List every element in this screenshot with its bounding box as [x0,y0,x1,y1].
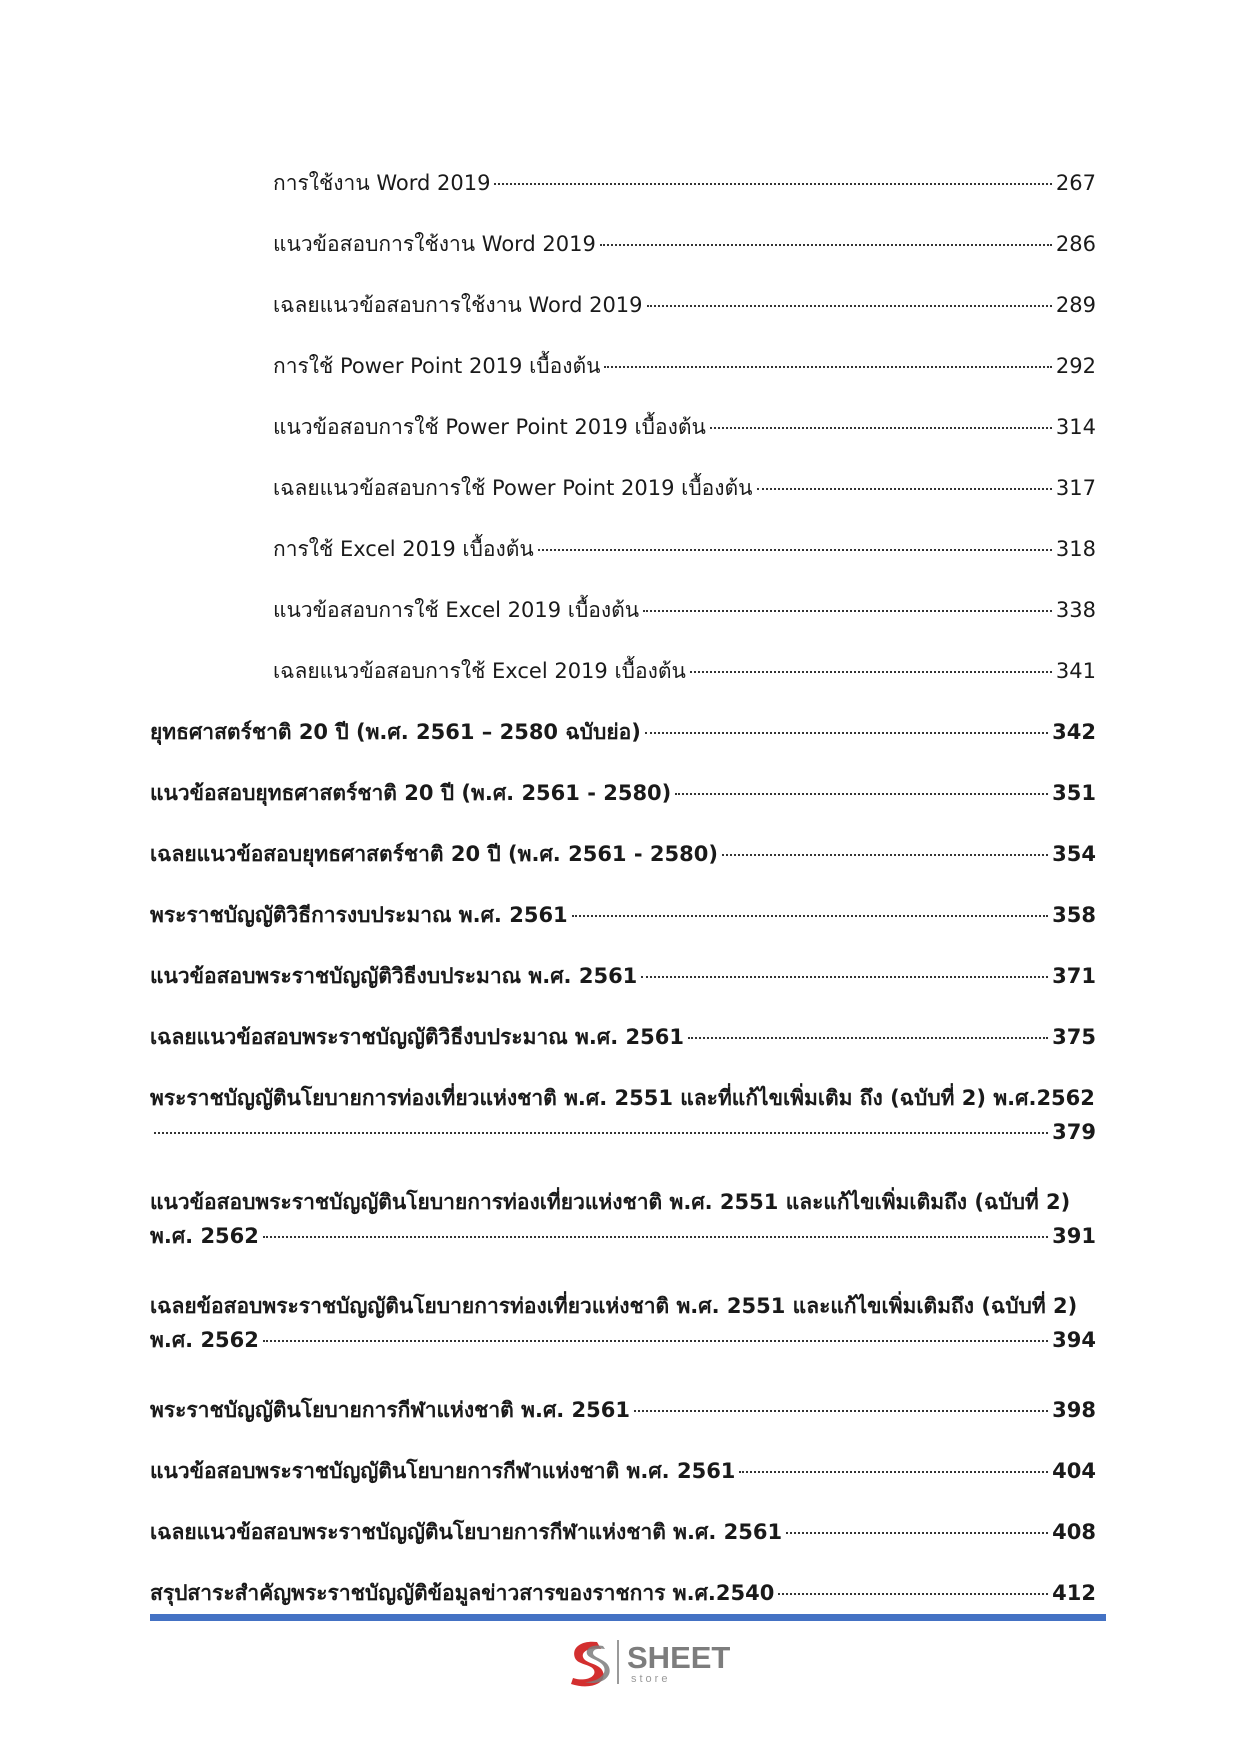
dot-leader [572,915,1048,917]
toc-entry-title: การใช้งาน Word 2019 [273,171,491,195]
toc-entry[interactable] [150,211,1096,272]
dot-leader [494,183,1051,185]
toc-entry[interactable] [150,272,1096,333]
sheet-store-logo-icon [563,1634,743,1690]
toc-entry-title-cont: พ.ศ. 2562 [150,1224,259,1248]
toc-entry[interactable] [150,943,1096,1004]
toc-entry[interactable] [150,1004,1096,1065]
toc-entry-page: 408 [1052,1520,1096,1544]
toc-entry[interactable] [150,150,1096,211]
toc-entry-page: 398 [1052,1398,1096,1422]
toc-entry-title: แนวข้อสอบยุทธศาสตร์ชาติ 20 ปี (พ.ศ. 2561 - 2580) [150,781,672,805]
dot-leader [645,732,1048,734]
toc-entry-title: เฉลยแนวข้อสอบยุทธศาสตร์ชาติ 20 ปี (พ.ศ. 2561 - 2580) [150,842,718,866]
toc-entry[interactable] [150,638,1096,699]
toc-entry-page: 267 [1055,171,1096,195]
toc-entry[interactable] [150,760,1096,821]
dot-leader [600,244,1052,246]
dot-leader [757,488,1052,490]
toc-entry-page: 289 [1055,293,1096,317]
toc-entry-page: 314 [1055,415,1096,439]
toc-entry[interactable] [150,1377,1096,1438]
toc-entry[interactable] [150,882,1096,943]
toc-entry-title: ยุทธศาสตร์ชาติ 20 ปี (พ.ศ. 2561 – 2580 ฉบับย่อ) [150,720,641,744]
dot-leader [710,427,1052,429]
dot-leader [688,1037,1048,1039]
toc-entry-page: 318 [1055,537,1096,561]
toc-entry-title: แนวข้อสอบการใช้ Excel 2019 เบื้องต้น [273,598,640,622]
toc-entry-title-cont: พ.ศ. 2562 [150,1328,259,1352]
dot-leader [739,1471,1048,1473]
toc-entry-title: พระราชบัญญัตินโยบายการกีฬาแห่งชาติ พ.ศ. 2561 [150,1398,631,1422]
toc-entry-page: 317 [1055,476,1096,500]
toc-entry-title: สรุปสาระสำคัญพระราชบัญญัติข้อมูลข่าวสารของราชการ พ.ศ.2540 [150,1581,775,1605]
toc-entry-title: เฉลยแนวข้อสอบการใช้งาน Word 2019 [273,293,643,317]
toc-entry-title: เฉลยแนวข้อสอบการใช้ Excel 2019 เบื้องต้น [273,659,686,683]
toc-entry-title: การใช้ Power Point 2019 เบื้องต้น [273,354,601,378]
dot-leader [263,1340,1048,1342]
toc-entry[interactable] [150,516,1096,577]
toc-entry[interactable] [150,1438,1096,1499]
dot-leader [786,1532,1048,1534]
toc-entry-page: 354 [1052,842,1096,866]
toc-entry-page: 292 [1055,354,1096,378]
toc-entry[interactable] [150,394,1096,455]
toc-entry-page: 371 [1052,964,1096,988]
toc-entry-continuation [150,1317,1096,1377]
toc-entry-page: 342 [1052,720,1096,744]
toc-entry-title: แนวข้อสอบการใช้งาน Word 2019 [273,232,596,256]
toc-entry-title: เฉลยแนวข้อสอบการใช้ Power Point 2019 เบื้องต้น [273,476,753,500]
dot-leader [641,976,1048,978]
toc-entry[interactable] [150,1499,1096,1560]
toc-entry-title: แนวข้อสอบพระราชบัญญัตินโยบายการท่องเที่ยวแห่งชาติ พ.ศ. 2551 และแก้ไขเพิ่มเติมถึง (ฉบับที่ 2) [150,1190,1071,1214]
dot-leader [722,854,1048,856]
toc-entry-title: การใช้ Excel 2019 เบื้องต้น [273,537,534,561]
toc-entry-title: เฉลยแนวข้อสอบพระราชบัญญัตินโยบายการกีฬาแห่งชาติ พ.ศ. 2561 [150,1520,783,1544]
toc-entry-title: พระราชบัญญัติวิธีการงบประมาณ พ.ศ. 2561 [150,903,568,927]
dot-leader [634,1410,1048,1412]
toc-entry-page: 394 [1052,1328,1096,1352]
logo-text: SHEET [627,1640,731,1675]
table-of-contents [150,150,1096,1621]
toc-entry-page: 404 [1052,1459,1096,1483]
toc-entry-title: แนวข้อสอบพระราชบัญญัติวิธีงบประมาณ พ.ศ. 2561 [150,964,638,988]
toc-entry[interactable] [150,1560,1096,1621]
toc-entry-page: 338 [1055,598,1096,622]
toc-entry-page: 391 [1052,1224,1096,1248]
toc-entry-page: 412 [1052,1581,1096,1605]
dot-leader [643,610,1052,612]
toc-entry-title: แนวข้อสอบการใช้ Power Point 2019 เบื้องต้น [273,415,706,439]
dot-leader [263,1236,1048,1238]
toc-entry-title: เฉลยแนวข้อสอบพระราชบัญญัติวิธีงบประมาณ พ.ศ. 2561 [150,1025,684,1049]
toc-entry-page: 358 [1052,903,1096,927]
toc-entry-page: 341 [1055,659,1096,683]
toc-entry-page: 379 [1052,1120,1096,1144]
toc-entry-wrapped[interactable] [150,1065,1096,1169]
toc-entry-wrapped[interactable] [150,1273,1096,1377]
toc-entry-page: 286 [1055,232,1096,256]
toc-entry-title: เฉลยข้อสอบพระราชบัญญัตินโยบายการท่องเที่ยวแห่งชาติ พ.ศ. 2551 และแก้ไขเพิ่มเติมถึง (ฉบับที่ 2) [150,1294,1078,1318]
toc-entry-title: แนวข้อสอบพระราชบัญญัตินโยบายการกีฬาแห่งชาติ พ.ศ. 2561 [150,1459,736,1483]
toc-entry-continuation [150,1109,1096,1169]
footer-rule [150,1614,1106,1621]
dot-leader [690,671,1052,673]
dot-leader [154,1132,1048,1134]
dot-leader [778,1593,1048,1595]
dot-leader [604,366,1051,368]
toc-entry[interactable] [150,455,1096,516]
toc-entry[interactable] [150,577,1096,638]
logo-subtext: store [631,1673,671,1685]
toc-entry-continuation [150,1213,1096,1273]
dot-leader [538,549,1052,551]
dot-leader [675,793,1048,795]
toc-entry-page: 351 [1052,781,1096,805]
toc-entry-wrapped[interactable] [150,1169,1096,1273]
toc-entry[interactable] [150,699,1096,760]
toc-entry-page: 375 [1052,1025,1096,1049]
dot-leader [647,305,1052,307]
toc-entry-title: พระราชบัญญัตินโยบายการท่องเที่ยวแห่งชาติ พ.ศ. 2551 และที่แก้ไขเพิ่มเติม ถึง (ฉบับที่ 2) พ.ศ.2562 [150,1086,1095,1110]
toc-entry[interactable] [150,333,1096,394]
toc-entry[interactable] [150,821,1096,882]
